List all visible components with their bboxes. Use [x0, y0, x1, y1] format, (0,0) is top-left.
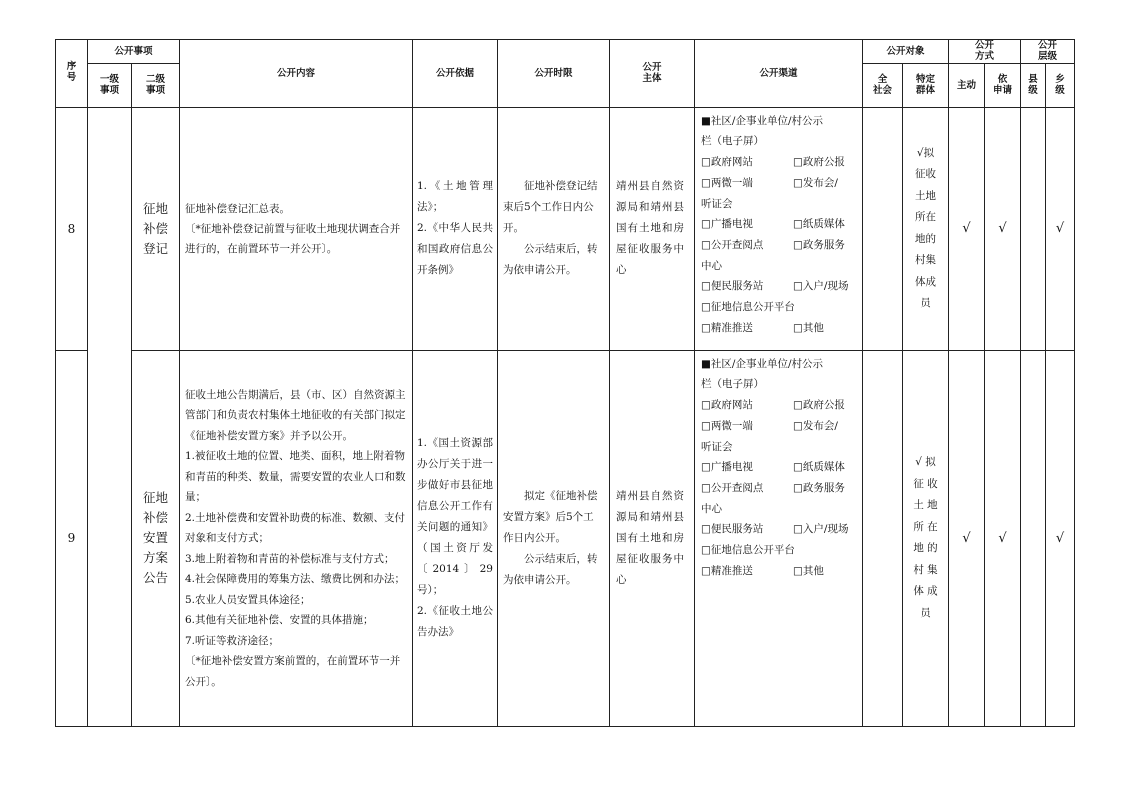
row-subject: 靖州县自然资源局和靖州县国有土地和房屋征收服务中心 [610, 107, 695, 350]
channel-line: ■社区/企事业单位/村公示 [701, 357, 823, 370]
header-level-county: 县 级 [1021, 63, 1046, 107]
channel-line: □便民服务站 □入户/现场 [701, 523, 849, 536]
row-level1 [88, 107, 132, 726]
header-content: 公开内容 [180, 40, 413, 108]
header-target: 公开对象 [863, 40, 949, 64]
channel-line: 中心 [701, 502, 722, 515]
channel-line: □公开查阅点 □政务服务 [701, 239, 845, 251]
row-target-group: √ 拟 征 收 土 地 所 在 地 的 村 集 体 成 员 [903, 350, 949, 726]
table-row [56, 107, 1075, 350]
channel-line: □政府网站 □政府公报 [701, 399, 845, 412]
header-channel: 公开渠道 [695, 40, 863, 108]
row-level-town-check: √ [1046, 107, 1075, 350]
channel-line: □精准推送 □其他 [701, 564, 824, 577]
row-basis: 1.《土地管理法》； 2.《中华人民共和国政府信息公开条例》 [413, 107, 498, 350]
channel-line: □两微一端 □发布会/ [701, 176, 838, 189]
channel-line: □广播电视 □纸质媒体 [701, 218, 845, 231]
disclosure-table-sheet [55, 39, 1075, 727]
header-level: 公开 层级 [1021, 40, 1075, 64]
header-items: 公开事项 [88, 40, 180, 64]
channel-line: □两微一端 □发布会/ [701, 419, 838, 432]
row-target-group: √拟 征收 土地 所在 地的 村集 体成 员 [903, 107, 949, 350]
header-mode-active: 主动 [949, 63, 985, 107]
header-time-limit: 公开时限 [498, 40, 610, 108]
header-mode: 公开 方式 [949, 40, 1021, 64]
channel-line: □广播电视 □纸质媒体 [701, 461, 845, 474]
row-subject: 靖州县自然资源局和靖州县国有土地和房屋征收服务中心 [610, 350, 695, 726]
header-seq: 序 号 [56, 40, 88, 108]
row-level-county [1021, 107, 1046, 350]
row-channels [695, 350, 863, 726]
row-mode-request-check: √ [985, 107, 1021, 350]
header-level1: 一级 事项 [88, 63, 132, 107]
header-mode-request: 依 申请 [985, 63, 1021, 107]
row-level-county [1021, 350, 1046, 726]
row-channels [695, 107, 863, 350]
channel-line: □便民服务站 □入户/现场 [701, 280, 849, 293]
channel-line: 中心 [701, 259, 722, 272]
channel-line: 听证会 [701, 197, 733, 210]
header-subject: 公开 主体 [610, 40, 695, 108]
row-mode-request-check: √ [985, 350, 1021, 726]
channel-line: □征地信息公开平台 [701, 544, 795, 557]
row-time-limit: 拟定《征地补偿安置方案》后5个工作日内公开。 公示结束后，转为依申请公开。 [498, 350, 610, 726]
row-seq: 8 [56, 107, 88, 350]
row-target-all [863, 107, 903, 350]
row-mode-active-check: √ [949, 107, 985, 350]
header-level2: 二级 事项 [132, 63, 180, 107]
channel-line: 栏（电子屏） [701, 135, 764, 148]
header-target-group: 特定 群体 [903, 63, 949, 107]
row-basis: 1.《国土资源部办公厅关于进一步做好市县征地信息公开工作有关问题的通知》（国土资厅发〔2014〕29号）； 2.《征收土地公告办法》 [413, 350, 498, 726]
row-level2: 征地 补偿 登记 [132, 107, 180, 350]
table-row [56, 350, 1075, 726]
header-level-town: 乡 级 [1046, 63, 1075, 107]
header-target-all: 全 社会 [863, 63, 903, 107]
channel-line: 听证会 [701, 440, 733, 453]
header-row-top [56, 40, 1075, 64]
row-time-limit: 征地补偿登记结束后5个工作日内公开。 公示结束后，转为依申请公开。 [498, 107, 610, 350]
channel-line: □政府网站 □政府公报 [701, 156, 845, 169]
row-mode-active-check: √ [949, 350, 985, 726]
disclosure-table [55, 39, 1075, 727]
row-target-all [863, 350, 903, 726]
row-content: 征地补偿登记汇总表。 〔*征地补偿登记前置与征收土地现状调查合并进行的，在前置环节一并公开〕。 [180, 107, 413, 350]
channel-line: □公开查阅点 □政务服务 [701, 482, 845, 494]
channel-line: ■社区/企事业单位/村公示 [701, 114, 823, 127]
row-level-town-check: √ [1046, 350, 1075, 726]
channel-line: □精准推送 □其他 [701, 321, 824, 334]
channel-line: □征地信息公开平台 [701, 301, 795, 314]
row-content: 征收土地公告期满后，县（市、区）自然资源主管部门和负责农村集体土地征收的有关部门拟定《征地补偿安置方案》并予以公开。 1.被征收土地的位置、地类、面积，地上附着物和青苗的种类、数量，需要安置的农业人口和数量； 2.土地补偿费和安置补助费的标准、数额、支付对象和支付方式； 3.地上附着物和青苗的补偿标准与支付方式； 4.社会保障费用的筹集方法、缴费比例和办法； 5.农业人员安置具体途径； 6.其他有关征地补偿、安置的具体措施； 7.听证等救济途径； 〔*征地补偿安置方案前置的，在前置环节一并公开〕。 [180, 350, 413, 726]
row-level2: 征地 补偿 安置 方案 公告 [132, 350, 180, 726]
row-seq: 9 [56, 350, 88, 726]
header-basis: 公开依据 [413, 40, 498, 108]
channel-line: 栏（电子屏） [701, 378, 764, 391]
